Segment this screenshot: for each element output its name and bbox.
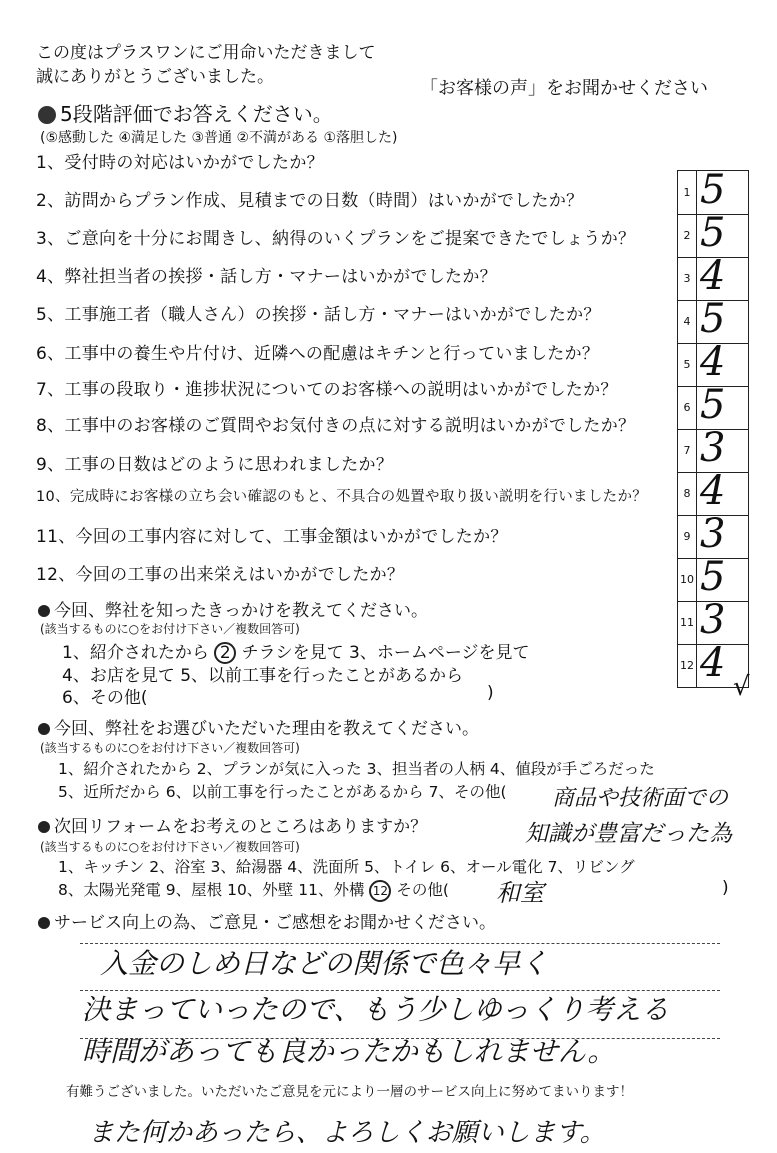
rating-answer-value: 3 (700, 511, 726, 557)
rating-answer-number: 4 (678, 300, 697, 343)
comment-handwritten-3: 時間があっても良かったかもしれません。 (82, 1035, 616, 1068)
rating-question: 5、工事施工者（職人さん）の挨拶・話し方・マナーはいかがでしたか？ (36, 305, 601, 325)
next-line-1: 1、キッチン 2、浴室 3、給湯器 4、洗面所 5、トイレ 6、オール電化 7、リビング (58, 858, 635, 876)
footer-handwritten: また何かあったら、よろしくお願いします。 (88, 1118, 606, 1148)
rating-answer-row (678, 339, 748, 387)
rating-answer-row (678, 511, 748, 559)
next-line-2 (58, 878, 449, 902)
rating-question: 11、今回の工事内容に対して、工事金額はいかがでしたか？ (36, 527, 508, 547)
next-options-8-11: 8、太陽光発電 9、屋根 10、外壁 11、外構 (58, 881, 365, 899)
rating-question: 12、今回の工事の出来栄えはいかがでしたか？ (36, 565, 405, 585)
checkmark: √ (733, 672, 750, 702)
greeting-line-1: この度はプラスワンにご用命いただきまして (36, 43, 376, 63)
rating-answer-number: 7 (678, 429, 697, 472)
rating-answer-value: 5 (700, 382, 726, 428)
thanks-footer: 有難うございました。いただいたご意見を元により一層のサービス向上に努めてまいります！ (66, 1084, 633, 1100)
rating-answer-row (678, 468, 748, 516)
comment-heading (38, 908, 496, 933)
rating-answer-number: 9 (678, 515, 697, 558)
trigger-heading-text: 今回、弊社を知ったきっかけを教えてください。 (54, 601, 428, 621)
rating-answer-box (677, 167, 749, 688)
trigger-line-2: 4、お店を見て 5、以前工事を行ったことがあるから (62, 666, 464, 686)
rating-question: 8、工事中のお客様のご質問やお気付きの点に対する説明はいかがでしたか？ (36, 416, 636, 436)
rating-answer-value: 3 (700, 597, 726, 643)
trigger-close-paren: ) (487, 683, 494, 703)
rating-answer-value: 4 (700, 253, 726, 299)
survey-title: 「お客様の声」をお聞かせください (420, 78, 708, 99)
rating-answer-value: 4 (700, 339, 726, 385)
next-heading (38, 812, 427, 837)
reason-note: (該当するものに○をお付け下さい／複数回答可) (40, 741, 300, 755)
rating-answer-value: 5 (700, 554, 726, 600)
bullet-icon (38, 821, 50, 833)
rating-question: 1、受付時の対応はいかがでしたか？ (36, 153, 324, 173)
next-note: (該当するものに○をお付け下さい／複数回答可) (40, 840, 300, 854)
reason-heading (38, 714, 479, 739)
rating-question: 9、工事の日数はどのように思われましたか？ (36, 455, 394, 475)
rating-answer-number: 8 (678, 472, 697, 515)
rating-question: 4、弊社担当者の挨拶・話し方・マナーはいかがでしたか？ (36, 267, 497, 287)
reason-handwritten-2: 知識が豊富だった為 (525, 821, 732, 847)
rating-answer-value: 5 (700, 167, 726, 213)
next-close-paren: ) (722, 878, 729, 898)
reason-handwritten-1: 商品や技術面での (552, 786, 729, 811)
reason-line-2: 5、近所だから 6、以前工事を行ったことがあるから 7、その他( (58, 783, 507, 801)
comment-handwritten-2: 決まっていったので、もう少しゆっくり考える (82, 993, 670, 1026)
trigger-line-3: 6、その他( (62, 688, 148, 708)
next-handwritten: 和室 (496, 879, 544, 907)
selected-circle: 12 (369, 880, 391, 902)
rating-answer-row (678, 597, 748, 645)
bullet-icon (38, 106, 56, 124)
rating-answer-row (678, 554, 748, 602)
rating-question: 3、ご意向を十分にお聞きし、納得のいくプランをご提案できたでしょうか？ (36, 229, 636, 249)
rating-answer-number: 5 (678, 343, 697, 386)
rating-answer-row (678, 167, 748, 215)
rating-answer-number: 11 (678, 601, 697, 644)
rating-question: 2、訪問からプラン作成、見積までの日数（時間）はいかがでしたか？ (36, 191, 584, 211)
rating-answer-number: 1 (678, 171, 697, 214)
rating-answer-value: 3 (700, 425, 726, 471)
rating-answer-row (678, 296, 748, 344)
rating-answer-value: 5 (700, 210, 726, 256)
rating-question: 10、完成時にお客様の立ち会い確認のもと、不具合の処置や取り扱い説明を行いましたか？ (36, 489, 648, 505)
trigger-option-2-3: チラシを見て 3、ホームページを見て (241, 643, 530, 663)
rating-answer-number: 3 (678, 257, 697, 300)
rating-answer-row (678, 382, 748, 430)
trigger-note: (該当するものに○をお付け下さい／複数回答可) (40, 622, 300, 636)
rating-question: 7、工事の段取り・進捗状況についてのお客様への説明はいかがでしたか？ (36, 380, 618, 400)
comment-handwritten-1: 入金のしめ日などの関係で色々早く (100, 947, 549, 980)
rating-question: 6、工事中の養生や片付け、近隣への配慮はキチンと行っていましたか？ (36, 344, 600, 364)
rating-answer-row (678, 425, 748, 473)
bullet-icon (38, 917, 50, 929)
rating-answer-number: 10 (678, 558, 697, 601)
reason-heading-text: 今回、弊社をお選びいただいた理由を教えてください。 (54, 719, 479, 739)
rating-answer-row (678, 253, 748, 301)
next-other-label: その他( (396, 881, 449, 899)
trigger-option-1: 1、紹介されたから (62, 643, 209, 663)
bullet-icon (38, 723, 50, 735)
bullet-icon (38, 605, 50, 617)
greeting-line-2: 誠にありがとうございました。 (36, 67, 274, 87)
rating-answer-number: 12 (678, 644, 697, 687)
next-heading-text: 次回リフォームをお考えのところはありますか？ (54, 817, 428, 837)
rating-heading (38, 98, 333, 127)
rating-answer-row (678, 210, 748, 258)
comment-heading-text: サービス向上の為、ご意見・ご感想をお聞かせください。 (54, 913, 496, 933)
rating-scale: (⑤感動した ④満足した ③普通 ②不満がある ①落胆した) (40, 130, 398, 146)
trigger-heading (38, 596, 428, 621)
rating-answer-value: 4 (700, 640, 726, 686)
rating-answer-value: 5 (700, 296, 726, 342)
reason-line-1: 1、紹介されたから 2、プランが気に入った 3、担当者の人柄 4、値段が手ごろだった (58, 760, 655, 778)
rating-answer-value: 4 (700, 468, 726, 514)
rating-answer-number: 6 (678, 386, 697, 429)
rating-answer-number: 2 (678, 214, 697, 257)
rating-heading-text: 5段階評価でお答えください。 (60, 102, 333, 126)
selected-circle: 2 (214, 642, 236, 664)
